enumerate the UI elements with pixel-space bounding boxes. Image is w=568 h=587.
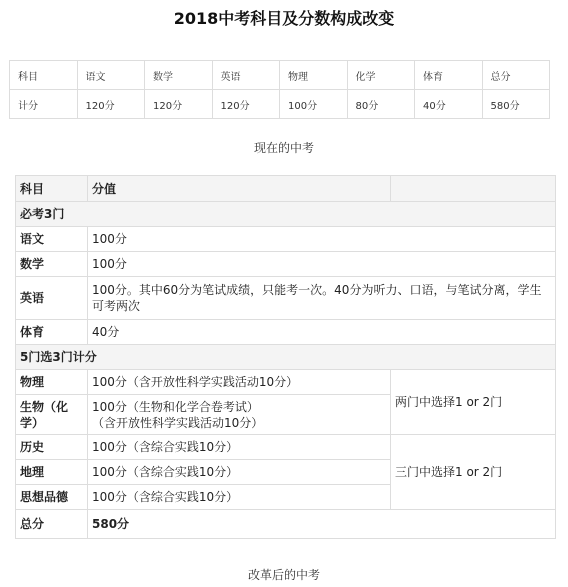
table-row (16, 370, 556, 395)
choice-note: 两门中选择1 or 2门 (391, 370, 556, 435)
caption-reform: 改革后的中考 (247, 568, 320, 582)
caption-current: 现在的中考 (253, 141, 314, 155)
table-cell: 总分 (482, 61, 550, 90)
table-cell: 体育 (415, 61, 483, 90)
section-required: 必考3门 (16, 202, 556, 227)
table-cell: 英语 (212, 61, 280, 90)
table-cell: 580分 (482, 90, 550, 119)
subject-cell: 物理 (16, 370, 88, 395)
table-row (16, 252, 556, 277)
header-empty (391, 176, 556, 202)
table-cell: 100分 (280, 90, 348, 119)
subject-line: 生物（化 (20, 399, 69, 414)
score-cell (88, 277, 556, 320)
header-score: 分值 (88, 176, 391, 202)
reform-exam-table (15, 175, 556, 539)
table-row (10, 61, 550, 90)
section-elective: 5门选3门计分 (16, 345, 556, 370)
subject-cell (16, 395, 88, 435)
table-row (16, 227, 556, 252)
current-exam-table (9, 60, 550, 119)
table-cell: 120分 (145, 90, 213, 119)
table-cell: 科目 (10, 61, 78, 90)
score-cell (88, 395, 391, 435)
table-row (16, 277, 556, 320)
table-cell: 120分 (212, 90, 280, 119)
score-cell: 100分（含综合实践10分） (88, 435, 391, 460)
table-cell: 计分 (10, 90, 78, 119)
table-cell: 40分 (415, 90, 483, 119)
table-cell: 化学 (347, 61, 415, 90)
score-cell: 100分 (88, 227, 556, 252)
score-line: 100分（生物和化学合卷考试） (92, 399, 259, 414)
score-line: 可考两次 (92, 299, 141, 313)
table-cell: 120分 (77, 90, 145, 119)
subject-cell: 地理 (16, 460, 88, 485)
subject-line: 学） (20, 415, 45, 430)
score-cell: 100分（含综合实践10分） (88, 460, 391, 485)
table-row (16, 435, 556, 460)
total-row (16, 510, 556, 539)
subject-cell: 英语 (16, 277, 88, 320)
score-cell: 100分（含开放性科学实践活动10分） (88, 370, 391, 395)
subject-cell: 历史 (16, 435, 88, 460)
section-row (16, 202, 556, 227)
header-subject: 科目 (16, 176, 88, 202)
table-row (10, 90, 550, 119)
section-row (16, 345, 556, 370)
table-cell: 80分 (347, 90, 415, 119)
subject-cell: 思想品德 (16, 485, 88, 510)
score-cell: 580分 (88, 510, 556, 539)
page-title: 2018中考科目及分数构成改变 (173, 9, 395, 28)
subject-cell: 数学 (16, 252, 88, 277)
table-header-row (16, 176, 556, 202)
table-cell: 物理 (280, 61, 348, 90)
table-cell: 数学 (145, 61, 213, 90)
choice-note: 三门中选择1 or 2门 (391, 435, 556, 510)
score-line: 100分。其中60分为笔试成绩，只能考一次。40分为听力、口语，与笔试分离，学生 (92, 283, 542, 297)
subject-cell: 语文 (16, 227, 88, 252)
subject-cell: 体育 (16, 320, 88, 345)
table-cell: 语文 (77, 61, 145, 90)
subject-cell: 总分 (16, 510, 88, 539)
table-row (16, 320, 556, 345)
score-line: （含开放性科学实践活动10分） (92, 415, 264, 430)
score-cell: 100分 (88, 252, 556, 277)
score-cell: 40分 (88, 320, 556, 345)
score-cell: 100分（含综合实践10分） (88, 485, 391, 510)
